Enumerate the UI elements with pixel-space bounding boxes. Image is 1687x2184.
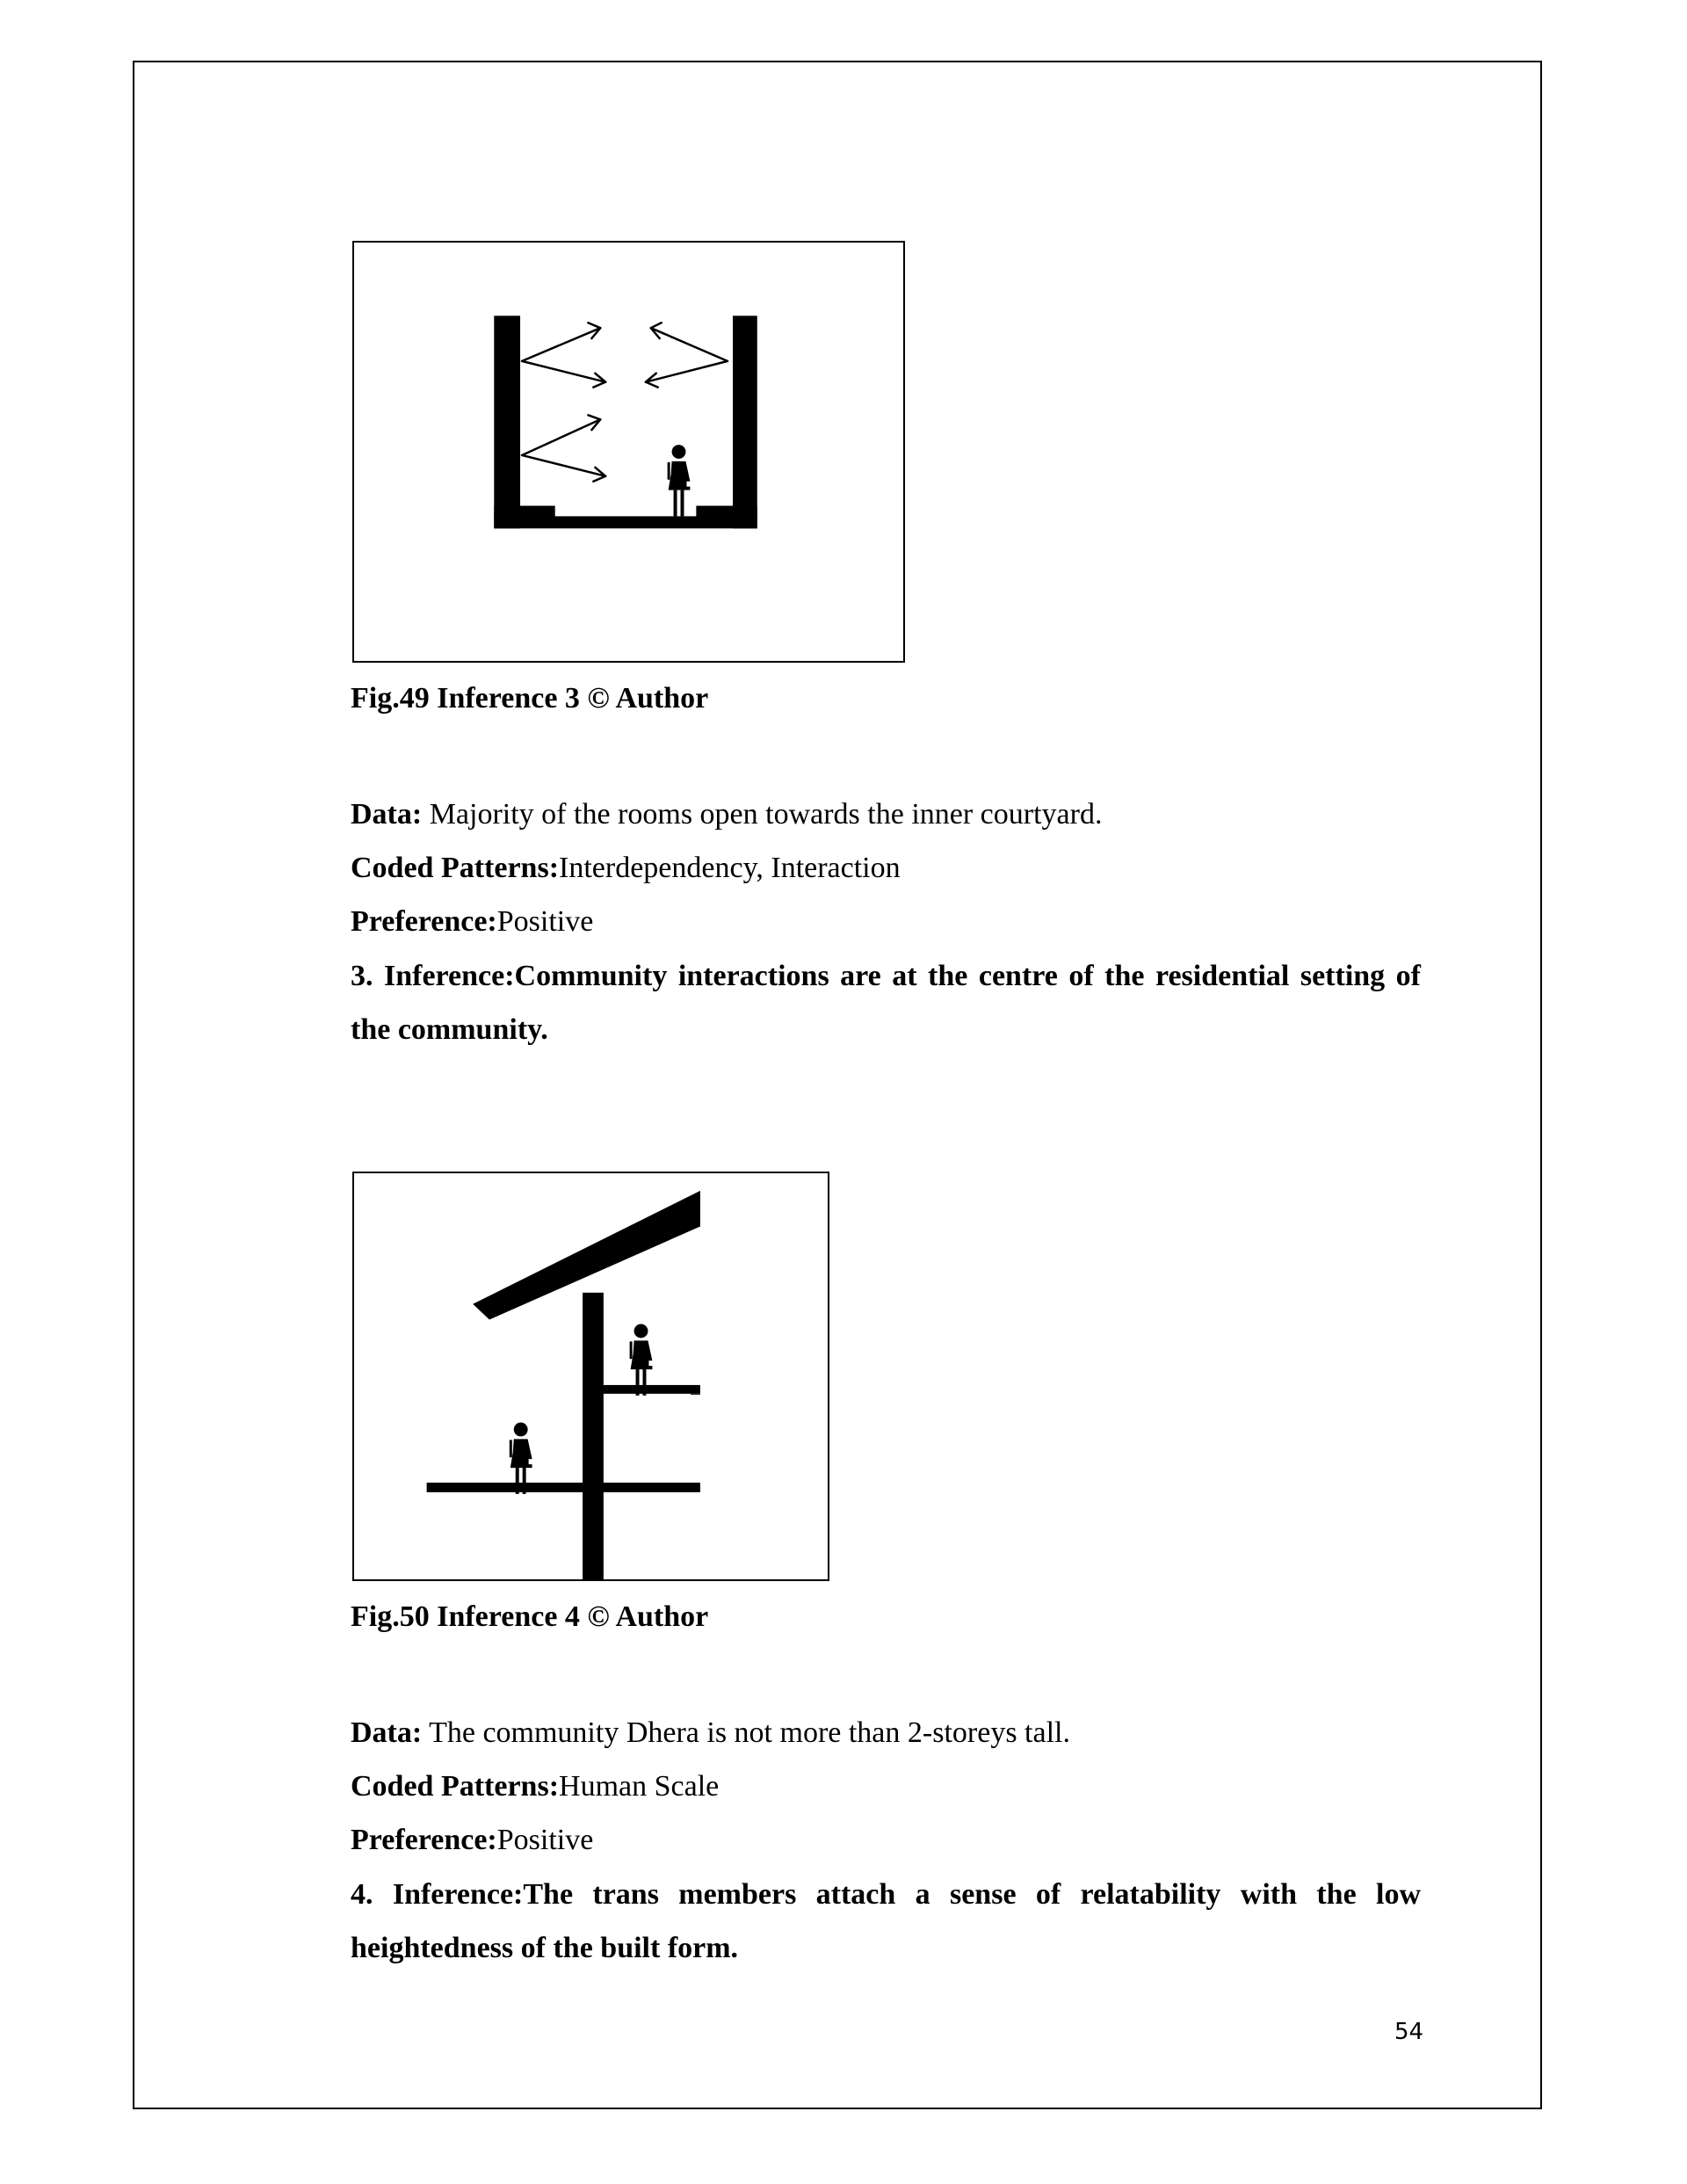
coded-patterns-text: Human Scale <box>559 1770 720 1803</box>
two-storey-section-icon <box>354 1173 828 1579</box>
figure-50-caption: Fig.50 Inference 4 © Author <box>351 1600 709 1633</box>
figure-49-caption: Fig.49 Inference 3 © Author <box>351 682 709 715</box>
inference-3: 3. Inference:Community interactions are at the centre of the residential setting of the community. <box>351 960 1421 1046</box>
page-number: 54 <box>1394 2019 1424 2045</box>
coded-patterns-label: Coded Patterns: <box>351 852 560 884</box>
data-line-4 <box>351 1716 1070 1751</box>
preference-label: Preference: <box>351 1824 497 1856</box>
coded-patterns-line-3 <box>351 851 901 886</box>
courtyard-section-icon <box>354 243 903 661</box>
data-line-3 <box>351 797 1102 832</box>
preference-line-4 <box>351 1823 593 1858</box>
preference-line-3 <box>351 904 593 940</box>
figure-50-box <box>352 1172 829 1581</box>
data-text: Majority of the rooms open towards the inner courtyard. <box>422 798 1103 831</box>
coded-patterns-label: Coded Patterns: <box>351 1770 560 1803</box>
coded-patterns-line-4 <box>351 1769 719 1804</box>
data-label: Data: <box>351 1716 423 1749</box>
figure-49-box <box>352 241 905 663</box>
preference-text: Positive <box>496 905 594 938</box>
inference-4: 4. Inference:The trans members attach a sense of relatability with the low heightedness of the built form. <box>351 1878 1421 1964</box>
coded-patterns-text: Interdependency, Interaction <box>559 852 901 884</box>
preference-text: Positive <box>496 1824 594 1856</box>
preference-label: Preference: <box>351 905 497 938</box>
data-label: Data: <box>351 798 423 831</box>
data-text: The community Dhera is not more than 2-storeys tall. <box>422 1716 1070 1749</box>
